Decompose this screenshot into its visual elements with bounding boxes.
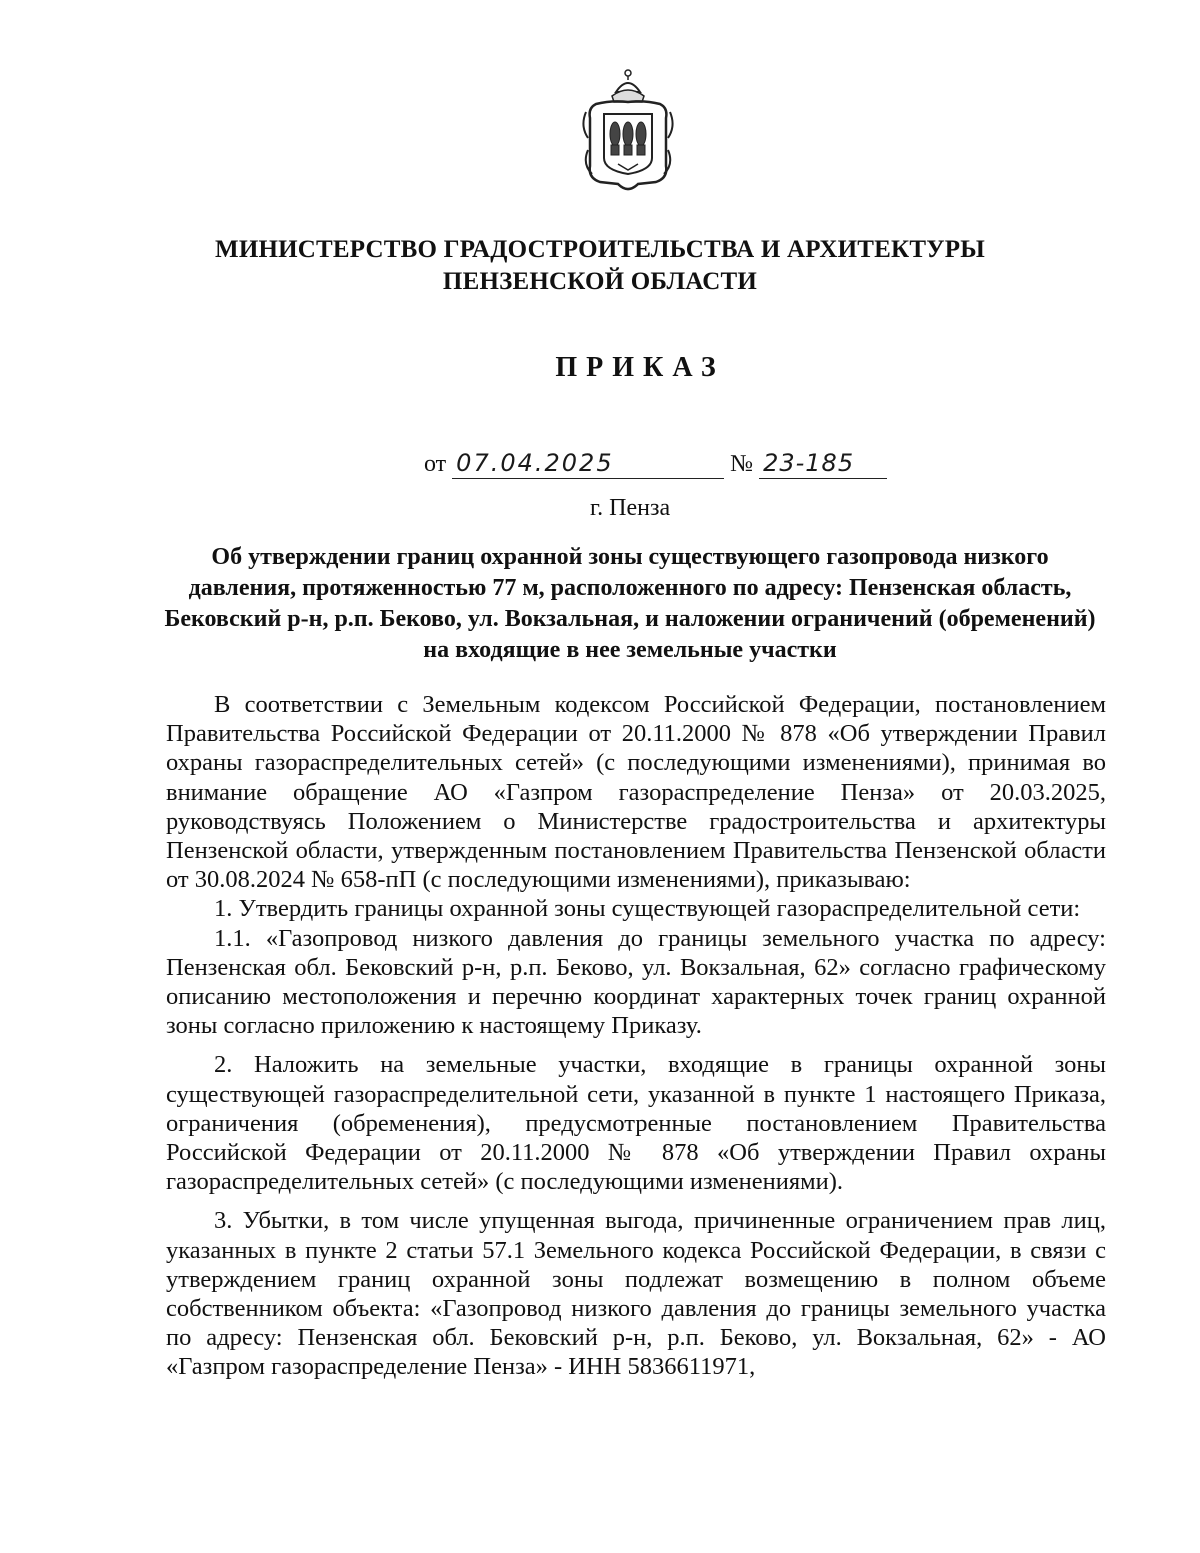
paragraph-item-2: 2. Наложить на земельные участки, входящие в границы охранной зоны существующей газораспределительной сети, указанной в пункте 1 настоящего Приказа, ограничения (обременения), предусмотренные постановлением Правительства Российской Федерации от 20.11.2000 № 878 «Об утверждении Правил охраны газораспределительных сетей» (с последующими изменениями). [166, 1051, 1106, 1196]
date-prefix: от [424, 451, 447, 477]
city-line: г. Пенза [590, 495, 671, 521]
ministry-name-line1: МИНИСТЕРСТВО ГРАДОСТРОИТЕЛЬСТВА И АРХИТЕКТУРЫ [215, 236, 985, 263]
handwritten-date: 07.04.2025 [452, 448, 724, 479]
document-body [166, 690, 1106, 1382]
paragraph-item-3: 3. Убытки, в том числе упущенная выгода, причиненные ограничением прав лиц, указанных в пункте 2 статьи 57.1 Земельного кодекса Российской Федерации, в связи с утверждением границ охранной зоны подлежат возмещению в полном объеме собственником объекта: «Газопровод низкого давления до границы земельного участка по адресу: Пензенская обл. Бековский р-н, р.п. Беково, ул. Вокзальная, 62» - АО «Газпром газораспределение Пенза» - ИНН 5836611971, [166, 1207, 1106, 1381]
paragraph-item-1: 1. Утвердить границы охранной зоны существующей газораспределительной сети: [214, 895, 1081, 923]
preamble-paragraph: В соответствии с Земельным кодексом Российской Федерации, постановлением Правительства Российской Федерации от 20.11.2000 № 878 «Об утверждении Правил охраны газораспределительных сетей» (с последующими изменениями), принимая во внимание обращение АО «Газпром газораспределение Пенза» от 20.03.2025, руководствуясь Положением о Министерстве градостроительства и архитектуры Пензенской области, утвержденным постановлением Правительства Пензенской области от 30.08.2024 № 658-пП (с последующими изменениями), приказываю: [166, 691, 1106, 894]
document-type-title: ПРИКАЗ [555, 352, 725, 383]
document-subject: Об утверждении границ охранной зоны существующего газопровода низкого давления, протяженностью 77 м, расположенного по адресу: Пензенская область, Бековский р-н, р.п. Беково, ул. Вокзальная, и наложении ограничений (обременений) на входящие в нее земельные участки [164, 544, 1096, 663]
ministry-name [150, 234, 1050, 298]
handwritten-number: 23-185 [759, 448, 887, 479]
date-number-line [424, 448, 887, 479]
penza-coat-of-arms-icon [578, 66, 678, 196]
paragraph-item-1-1: 1.1. «Газопровод низкого давления до границы земельного участка по адресу: Пензенская обл. Бековский р-н, р.п. Беково, ул. Вокзальная, 62» согласно графическому описанию местоположения и перечню координат характерных точек границ охранной зоны согласно приложению к настоящему Приказу. [166, 924, 1106, 1040]
ministry-name-line2: ПЕНЗЕНСКОЙ ОБЛАСТИ [442, 268, 758, 295]
number-prefix: № [730, 451, 754, 477]
